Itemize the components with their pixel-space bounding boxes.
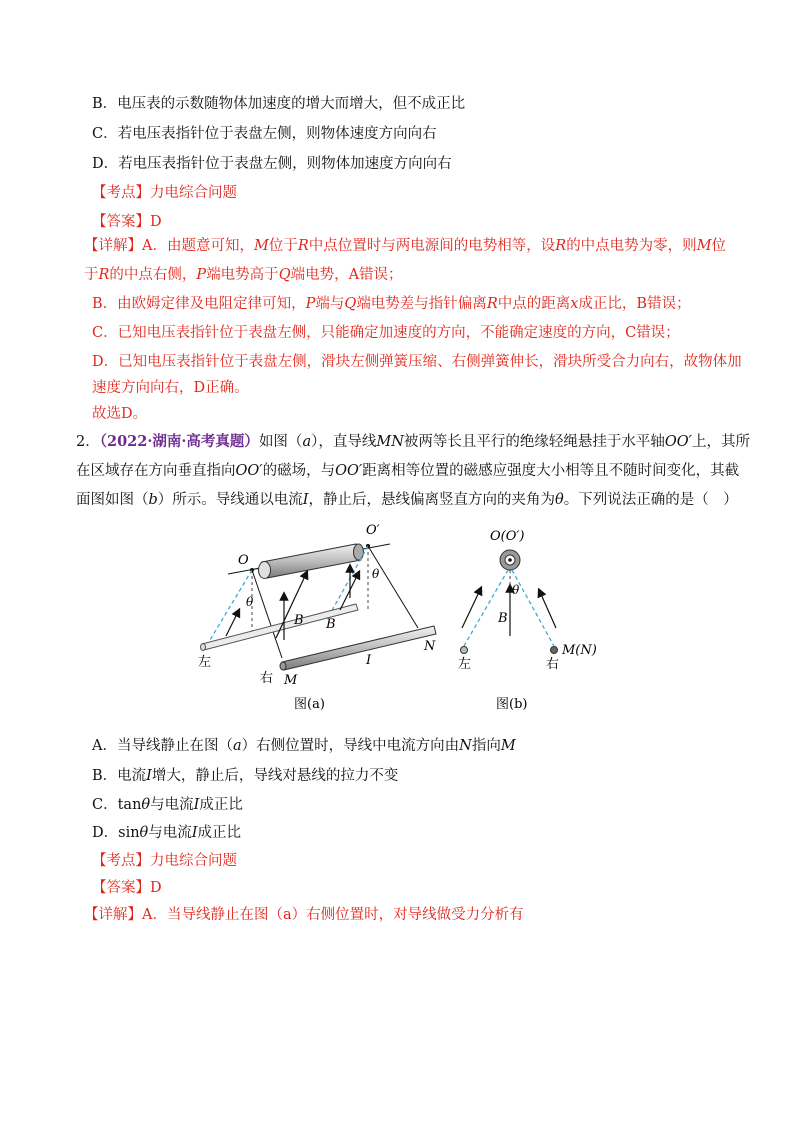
axis-cylinder [259,544,364,579]
text: C．tan [92,797,142,813]
detail-tag: 【详解】 [84,238,142,254]
figure-b [458,529,597,712]
text: B．由欧姆定律及电阻定律可知， [92,296,306,312]
label-theta: θ [512,583,520,597]
wire-right-position [551,647,558,654]
label-right: 右 [546,657,560,672]
label-theta: θ [372,567,380,581]
text: A．当导线静止在图（ [92,738,233,754]
label-theta: θ [246,595,254,609]
text: 成正比 [197,825,242,841]
left-suspension-line [464,570,508,646]
symbol-m: M [696,238,712,254]
right-suspension-line [368,546,418,628]
label-o-prime: O′ [366,523,380,538]
text: ，静止后，悬线偏离竖直方向的夹角为 [308,492,556,508]
q1-detail-a-line2 [84,265,403,285]
q2-option-b [92,766,398,786]
q1-option-d: D．若电压表指针位于表盘左侧，则物体加速度方向向右 [92,156,452,172]
q1-detail-a-line1 [84,236,726,256]
right-suspension-line [252,570,282,658]
q2-stem-line1 [76,432,750,452]
q1-option-b: B．电压表的示数随物体加速度的增大而增大，但不成正比 [92,96,466,112]
label-m-n: M(N) [562,643,597,658]
text: D．sin [92,825,140,841]
symbol-i: I [302,492,309,508]
text: 成正比 [199,797,243,813]
text: 的中点电势为零，则 [566,238,697,254]
label-b: B [294,613,304,628]
text: B．电流 [92,768,147,784]
text: 被两等长且平行的绝缘轻绳悬挂于水平轴 [403,434,665,450]
symbol-mn: MN [376,434,404,450]
text: 位 [711,238,727,254]
q2-option-a [92,736,516,756]
text: 端电势，A错误； [290,267,403,283]
b-field-arrow [276,574,306,638]
text: 与电流 [150,797,194,813]
q1-topic: 【考点】力电综合问题 [92,185,237,201]
label-right: 右 [260,671,274,686]
q2-detail-a [84,905,524,925]
text: A．由题意可知， [142,238,254,254]
symbol-x: x [570,296,579,312]
symbol-r: R [555,238,567,254]
text: 与电流 [148,825,192,841]
symbol-i: I [191,825,198,841]
q1-option-c: C．若电压表指针位于表盘左侧，则物体速度方向向右 [92,126,437,142]
symbol-i: I [193,797,200,813]
q2-answer: 【答案】D [92,880,162,896]
symbol-n: N [459,738,472,754]
physics-figure [190,516,610,716]
label-m: M [284,673,298,688]
symbol-r: R [297,238,309,254]
symbol-oo: OO′ [235,463,263,479]
text: b [148,492,158,508]
text: a [302,434,312,450]
symbol-oo: OO′ [335,463,363,479]
text: ）右侧位置时，导线中电流方向由 [241,738,460,754]
q1-detail-d-line2: 速度方向向右，D正确。 [92,380,249,396]
text: 端与 [315,296,345,312]
symbol-p: P [305,296,316,312]
text: 距离相等位置的磁感应强度大小相等且不随时间变化，其截 [362,463,740,479]
text: 于 [84,267,99,283]
text: 的中点右侧， [109,267,197,283]
symbol-theta: θ [139,825,149,841]
text: 中点位置时与两电源间的电势相等，设 [308,238,556,254]
text: 的磁场，与 [262,463,336,479]
symbol-i: I [146,768,152,784]
b-field-arrow [462,590,480,628]
label-current-i: I [366,653,372,668]
symbol-m: M [253,238,269,254]
text: 成正比，B错误； [578,296,691,312]
symbol-theta: θ [141,797,151,813]
text: ）所示。导线通以电流 [157,492,303,508]
wire-mn [282,626,436,670]
q2-option-c [92,795,243,815]
text: 端电势差与指针偏离 [356,296,487,312]
label-n: N [424,639,436,654]
q2-stem-line3 [76,490,738,510]
q1-detail-c: C．已知电压表指针位于表盘左侧，只能确定加速度的方向，不能确定速度的方向，C错误； [92,325,680,341]
question-source: （2022·湖南·高考真题） [99,433,259,450]
q2-stem-line2 [76,461,739,481]
label-left: 左 [198,655,212,670]
b-field-arrow [226,612,238,636]
text: 端电势高于 [206,267,279,283]
q1-detail-d-line1: D．已知电压表指针位于表盘左侧，滑块左侧弹簧压缩、右侧弹簧伸长，滑块所受合力向右，故物体加 [92,354,742,370]
caption-b: 图(b) [496,697,528,712]
text: 在区域存在方向垂直指向 [76,463,236,479]
symbol-m: M [500,738,516,754]
label-b: B [498,611,508,626]
label-o-o-prime: O(O′) [490,529,525,544]
text: 如图（ [258,434,303,450]
symbol-q: Q [278,267,291,283]
text: 。下列说法正确的是（ ） [563,492,738,508]
symbol-q: Q [344,296,357,312]
question-number: 2． [76,434,100,450]
wire-left-position [461,647,468,654]
text: 增大，静止后，导线对悬线的拉力不变 [151,768,399,784]
text: 上，其所 [691,434,750,450]
text: ），直导线 [311,434,377,450]
q1-conclusion: 故选D。 [92,406,148,422]
q1-answer: 【答案】D [92,214,162,230]
b-field-arrow [540,592,556,628]
symbol-r: R [486,296,498,312]
text: 面图如图（ [76,492,149,508]
symbol-oo: OO′ [664,434,692,450]
symbol-theta: θ [555,492,564,508]
text: a [232,738,242,754]
caption-a: 图(a) [294,697,325,712]
label-left: 左 [458,657,472,672]
detail-tag: 【详解】 [84,907,142,923]
q2-option-d [92,823,241,843]
text: 指向 [471,738,501,754]
label-b: B [326,617,336,632]
text: 中点的距离 [497,296,571,312]
figure-a [198,523,436,712]
label-o: O [238,553,249,568]
q2-topic: 【考点】力电综合问题 [92,853,237,869]
symbol-p: P [196,267,207,283]
text: 位于 [268,238,298,254]
q1-detail-b [92,294,691,314]
text: A．当导线静止在图（a）右侧位置时，对导线做受力分析有 [142,907,524,923]
symbol-r: R [98,267,110,283]
